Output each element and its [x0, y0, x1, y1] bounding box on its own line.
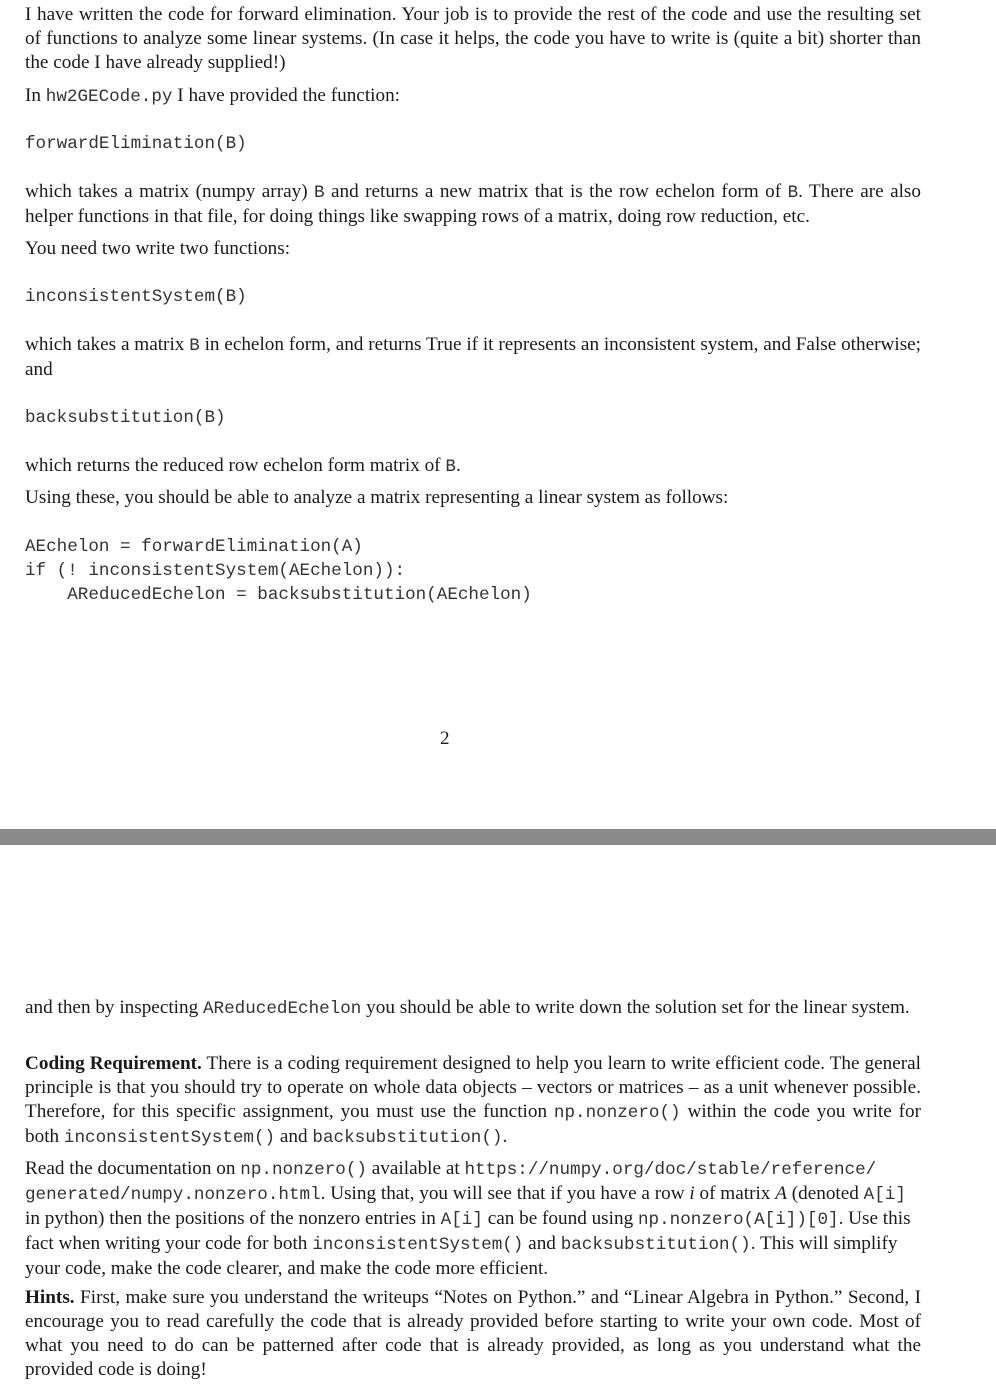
- req-text-3: and: [275, 1126, 313, 1147]
- req-code-2: inconsistentSystem(): [63, 1128, 276, 1148]
- read-documentation-paragraph: [25, 1157, 921, 1281]
- backsub-desc-1: which returns the reduced row echelon form matrix of: [25, 455, 446, 476]
- req-text-1: There is a coding requirement designed to help you learn to write efficient code. The general principle is that you should try to operate on whole data objects – vectors or matrices – as a unit whenever possible. Therefore, for this specific assignment, you must use the function: [25, 1053, 922, 1122]
- numpy-doc-link[interactable]: https://numpy.org/doc/stable/reference/ generated/numpy.nonzero.html: [25, 1160, 877, 1205]
- hints-heading: Hints.: [25, 1287, 75, 1308]
- inconsistent-desc-2: in echelon form, and returns True if it represents an inconsistent system, and False otherwise; and: [25, 334, 922, 380]
- using-these-text: Using these, you should be able to analyze a matrix representing a linear system as follows:: [25, 487, 729, 508]
- inspect-2: you should be able to write down the solution set for the linear system.: [361, 997, 910, 1018]
- read-7: can be found using: [482, 1208, 638, 1229]
- forward-description: [25, 180, 921, 229]
- inconsistent-desc-1: which takes a matrix: [25, 334, 190, 355]
- forward-desc-1: which takes a matrix (numpy array): [25, 181, 315, 202]
- code-forward-elimination: forwardElimination(B): [25, 134, 247, 154]
- req-text-2: within the code you write for both: [25, 1101, 922, 1147]
- req-code-1: np.nonzero(): [553, 1103, 681, 1123]
- code-inconsistent-system: inconsistentSystem(B): [25, 287, 247, 307]
- backsub-desc-2: .: [455, 455, 461, 476]
- read-6: in python) then the positions of the nonzero entries in: [25, 1208, 441, 1229]
- code-example-block: AEchelon = forwardElimination(A) if (! inconsistentSystem(AEchelon)): AReducedEchelon = backsubstitution(AEchelon): [25, 537, 532, 605]
- forward-desc-b1: B: [314, 183, 325, 203]
- read-code-2: A[i]: [863, 1185, 906, 1205]
- forward-desc-3: . There are also helper functions in that file, for doing things like swapping rows of a matrix, doing row reduction, etc.: [25, 181, 921, 227]
- page-number: 2: [440, 728, 450, 749]
- read-1: Read the documentation on: [25, 1158, 241, 1179]
- read-code-1: np.nonzero(): [240, 1160, 367, 1180]
- read-9: and: [523, 1233, 561, 1254]
- backsub-desc-b: B: [445, 457, 456, 477]
- hints-text: First, make sure you understand the writeups “Notes on Python.” and “Linear Algebra in Python.” Second, I encourage you to read carefully the code that is already provided before starting to write your own code. Most of what you need to do can be patterned after code that is already provided, as long as you understand what the provided code is doing!: [25, 1287, 921, 1380]
- inspect-paragraph: [25, 996, 921, 1021]
- inconsistent-desc-b: B: [189, 336, 200, 356]
- req-code-3: backsubstitution(): [312, 1128, 503, 1148]
- inspect-code: AReducedEchelon: [202, 999, 362, 1019]
- read-2: available at: [366, 1158, 465, 1179]
- read-code-3: A[i]: [440, 1210, 483, 1230]
- provided-pre: In: [25, 85, 46, 106]
- backsub-description: [25, 454, 921, 479]
- read-code-6: backsubstitution(): [560, 1235, 751, 1255]
- hints-paragraph: [25, 1286, 921, 1382]
- read-a: A: [775, 1183, 787, 1204]
- read-i: i: [689, 1183, 695, 1204]
- inspect-1: and then by inspecting: [25, 997, 203, 1018]
- two-functions-text: You need two write two functions:: [25, 238, 291, 259]
- two-functions-paragraph: [25, 237, 921, 261]
- provided-paragraph: [25, 84, 921, 109]
- read-code-4: np.nonzero(A[i])[0]: [637, 1210, 839, 1230]
- forward-desc-2: and returns a new matrix that is the row echelon form of: [324, 181, 788, 202]
- code-backsubstitution: backsubstitution(B): [25, 408, 226, 428]
- page-separator: [0, 829, 996, 845]
- read-5: (denoted: [786, 1183, 864, 1204]
- read-4: of matrix: [694, 1183, 776, 1204]
- intro-paragraph: [25, 3, 921, 75]
- coding-requirement-paragraph: [25, 1052, 921, 1150]
- coding-requirement-heading: Coding Requirement.: [25, 1053, 202, 1074]
- read-3: . Using that, you will see that if you have a row: [320, 1183, 690, 1204]
- read-10: . This will simplify your code, make the code clearer, and make the code more efficient.: [25, 1233, 898, 1279]
- inconsistent-description: [25, 333, 921, 382]
- req-text-4: .: [502, 1126, 508, 1147]
- provided-filename: hw2GECode.py: [45, 87, 173, 107]
- using-these-paragraph: [25, 486, 921, 510]
- intro-text: I have written the code for forward elimination. Your job is to provide the rest of the code and use the resulting set of functions to analyze some linear systems. (In case it helps, the code you have to write is (quite a bit) shorter than the code I have already supplied!): [25, 4, 921, 73]
- forward-desc-b2: B: [787, 183, 799, 203]
- read-code-5: inconsistentSystem(): [312, 1235, 524, 1255]
- provided-post: I have provided the function:: [172, 85, 400, 106]
- read-8: . Use this fact when writing your code for both: [25, 1208, 911, 1254]
